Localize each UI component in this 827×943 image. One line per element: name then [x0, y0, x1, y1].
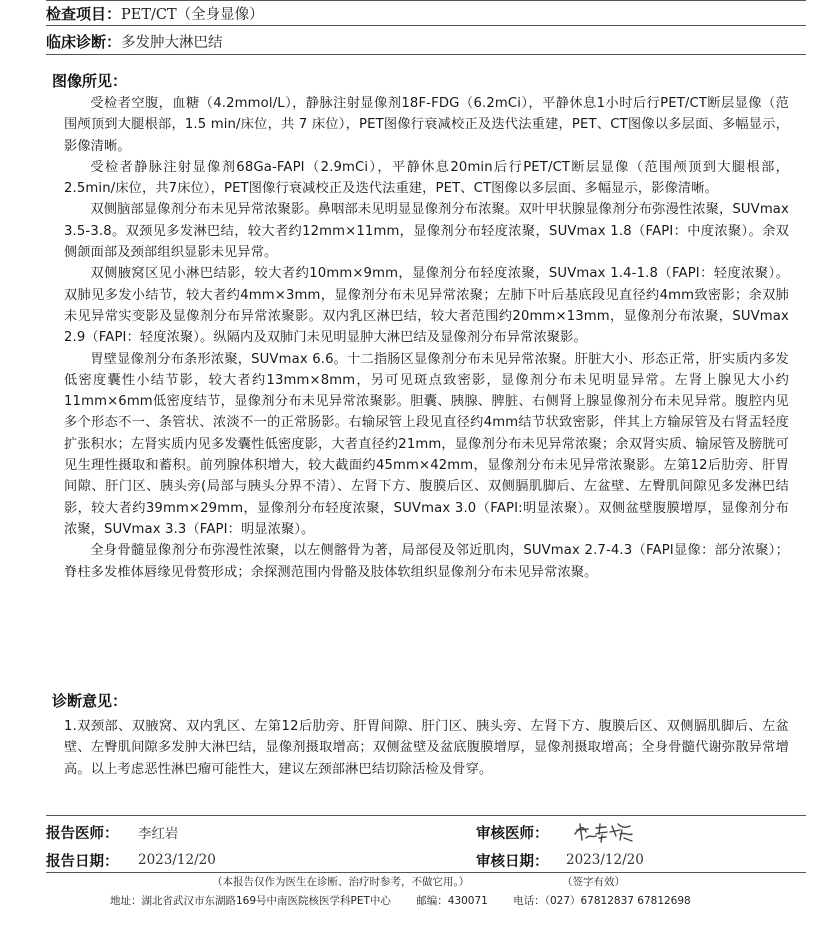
rule-1 — [46, 25, 806, 26]
top-rule — [46, 0, 806, 1]
findings-paragraph-2: 受检者静脉注射显像剂68Ga-FAPI（2.9mCi），平静休息20min后行PET/CT断层显像（范围颅顶到大腿根部，2.5min/床位，共7床位），PET图像行衰减校正及迭代法重建，PET、CT图像以多层面、多幅显示，影像清晰。 — [64, 159, 789, 197]
findings-body — [64, 93, 789, 583]
rule-2 — [46, 54, 806, 55]
clinical-diagnosis-value: 多发肿大淋巴结 — [121, 34, 223, 51]
review-doctor-signature — [572, 820, 636, 844]
footer-address: 地址：湖北省武汉市东湖路169号中南医院核医学科PET中心 — [110, 895, 391, 907]
disclaimer-note: （本报告仅作为医生在诊断、治疗时参考，不做它用。） — [212, 876, 470, 888]
signature-valid-note: （签字有效） — [562, 876, 625, 888]
diagnosis-title: 诊断意见： — [52, 692, 128, 710]
signoff-rule-top — [46, 815, 806, 816]
report-doctor-label: 报告医师： — [46, 825, 119, 842]
report-date-label: 报告日期： — [46, 853, 119, 870]
date-row — [46, 849, 806, 871]
clinical-diagnosis-label: 临床诊断： — [46, 32, 122, 51]
findings-paragraph-1: 受检者空腹，血糖（4.2mmol/L），静脉注射显像剂18F-FDG（6.2mCi），平静休息1小时后行PET/CT断层显像（范围颅顶到大腿根部，1.5 min/床位，共 7 床位），PET图像行衰减校正及迭代法重建，PET、CT图像以多层面、多幅显示，影像清晰。 — [64, 96, 789, 154]
findings-paragraph-4: 双侧腋窝区见小淋巴结影，较大者约10mm×9mm，显像剂分布轻度浓聚，SUVmax 1.4-1.8（FAPI：轻度浓聚）。双肺见多发小结节，较大者约4mm×3mm，显像剂分布未见异常浓聚；左肺下叶后基底段见直径约4mm致密影；余双肺未见异常实变影及显像剂分布异常浓聚影。双内乳区淋巴结，较大者范围约20mm×13mm，显像剂分布浓聚，SUVmax 2.9（FAPI：轻度浓聚）。纵隔内及双肺门未见明显肿大淋巴结及显像剂分布异常浓聚影。 — [64, 266, 789, 346]
diagnosis-text: 1.双颈部、双腋窝、双内乳区、左第12后肋旁、肝胃间隙、肝门区、胰头旁、左肾下方、腹膜后区、双侧膈肌脚后、左盆壁、左臀肌间隙多发肿大淋巴结，显像剂摄取增高；双侧盆壁及盆底腹膜增厚，显像剂摄取增高；全身骨髓代谢弥散异常增高。以上考虑恶性淋巴瘤可能性大，建议左颈部淋巴结切除活检及骨穿。 — [64, 719, 789, 777]
exam-item-row — [46, 2, 806, 24]
exam-item-value: PET/CT（全身显像） — [121, 6, 264, 23]
footer-postcode: 邮编：430071 — [416, 895, 488, 907]
review-date-label: 审核日期： — [476, 853, 549, 870]
diagnosis-body — [64, 716, 789, 780]
footer-phone: 电话：（027）67812837 67812698 — [513, 895, 691, 907]
findings-paragraph-3: 双侧脑部显像剂分布未见异常浓聚影。鼻咽部未见明显显像剂分布浓聚。双叶甲状腺显像剂分布弥漫性浓聚，SUVmax 3.5-3.8。双颈见多发淋巴结，较大者约12mm×11mm，显像剂分布轻度浓聚，SUVmax 1.8（FAPI：中度浓聚）。余双侧颌面部及颈部组织显影未见异常。 — [64, 202, 789, 261]
findings-paragraph-6: 全身骨髓显像剂分布弥漫性浓聚，以左侧髂骨为著，局部侵及邻近肌肉，SUVmax 2.7-4.3（FAPI显像：部分浓聚）；脊柱多发椎体唇缘见骨赘形成；余探测范围内骨骼及肢体软组织显像剂分布未见异常浓聚。 — [64, 543, 789, 580]
report-doctor-name: 李红岩 — [138, 826, 179, 842]
signoff-rule-bottom — [46, 872, 806, 873]
findings-title: 图像所见： — [52, 72, 128, 90]
doctor-row — [46, 821, 806, 843]
clinical-diagnosis-row — [46, 29, 806, 53]
report-date-value: 2023/12/20 — [138, 852, 216, 868]
footer-contact-row — [110, 893, 810, 908]
review-date-value: 2023/12/20 — [566, 852, 644, 868]
review-doctor-label: 审核医师： — [476, 825, 549, 842]
findings-paragraph-5: 胃壁显像剂分布条形浓聚，SUVmax 6.6。十二指肠区显像剂分布未见异常浓聚。肝脏大小、形态正常，肝实质内多发低密度囊性小结节影，较大者约13mm×8mm，另可见斑点致密影，显像剂分布未见明显异常。左肾上腺见大小约11mm×6mm低密度结节，显像剂分布未见异常浓聚影。胆囊、胰腺、脾脏、右侧肾上腺显像剂分布未见异常。腹腔内见多个形态不一、条管状、浓淡不一的正常肠影。右输尿管上段见直径约4mm结节状致密影，伴其上方输尿管及右肾盂轻度扩张积水；左肾实质内见多发囊性低密度影，大者直径约21mm，显像剂分布未见异常浓聚；余双肾实质、输尿管及膀胱可见生理性摄取和蓄积。前列腺体积增大，较大截面约45mm×42mm，显像剂分布未见异常浓聚影。左第12后肋旁、肝胃间隙、肝门区、胰头旁(局部与胰头分界不清）、左肾下方、腹膜后区、双侧膈肌脚后、左盆壁、左臀肌间隙见多发淋巴结影，较大者约39mm×29mm，显像剂分布轻度浓聚，SUVmax 3.0（FAPI:明显浓聚）。双侧盆壁腹膜增厚，显像剂分布浓聚，SUVmax 3.3（FAPI：明显浓聚）。 — [64, 351, 789, 537]
exam-item-label: 检查项目： — [46, 4, 122, 23]
